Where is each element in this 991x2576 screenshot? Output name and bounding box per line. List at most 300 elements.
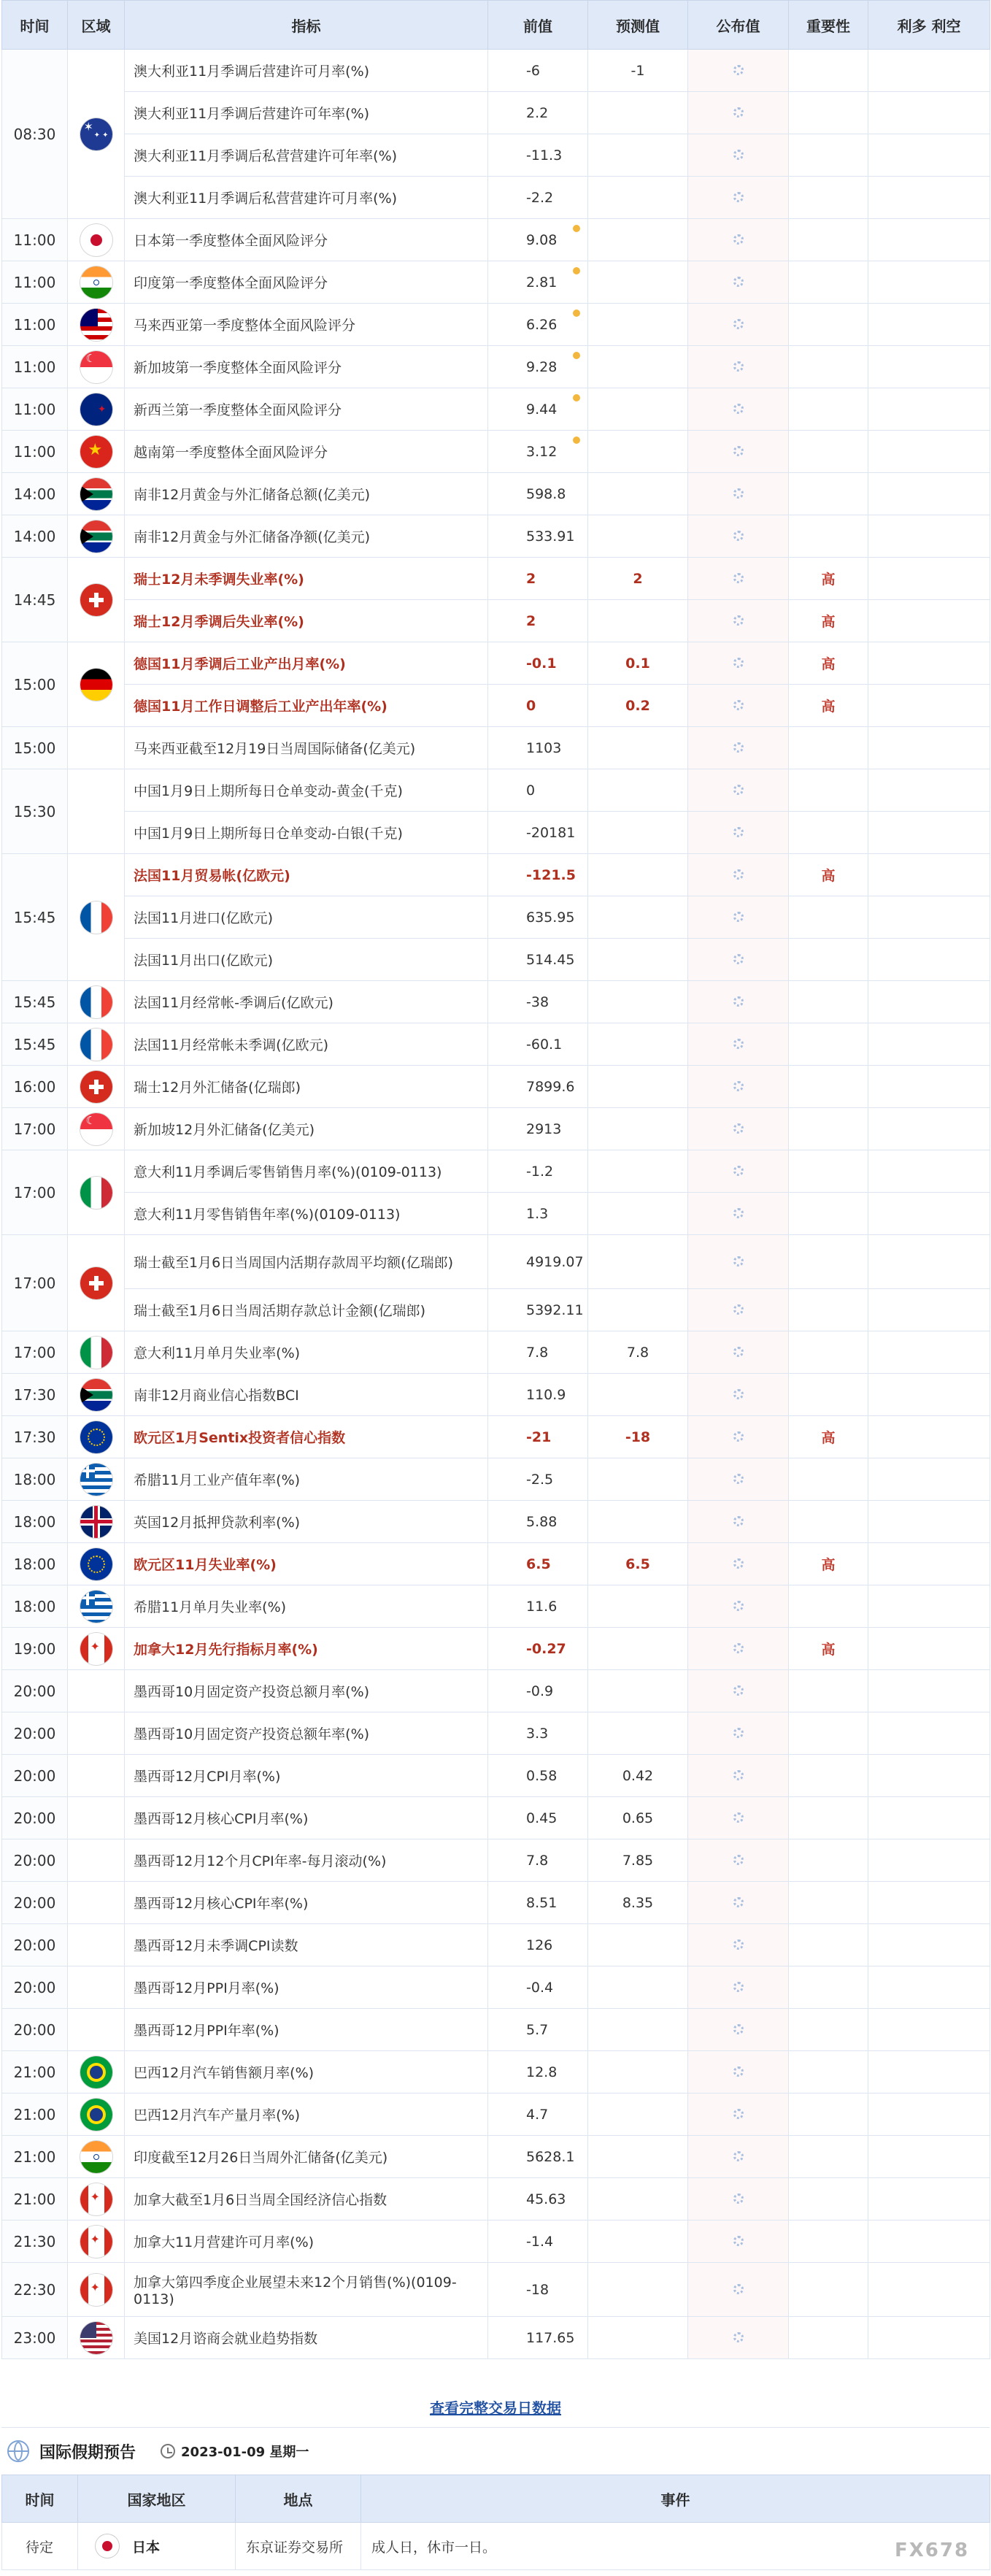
loading-spinner-icon <box>733 658 744 668</box>
impact-cell <box>868 727 990 769</box>
importance-badge <box>789 388 868 431</box>
event-time: 14:00 <box>2 515 68 558</box>
previous-value <box>488 515 588 558</box>
loading-spinner-icon <box>733 1081 744 1091</box>
loading-spinner-icon <box>733 1304 744 1315</box>
holiday-place: 东京证券交易所 <box>236 2523 361 2570</box>
event-region <box>68 2094 125 2136</box>
previous-value <box>488 1585 588 1628</box>
importance-badge <box>789 1066 868 1108</box>
importance-badge: 高 <box>789 600 868 642</box>
actual-value <box>688 134 789 177</box>
event-region <box>68 1585 125 1628</box>
event-region <box>68 642 125 727</box>
event-region <box>68 2051 125 2094</box>
event-time: 21:30 <box>2 2221 68 2263</box>
importance-badge <box>789 1585 868 1628</box>
impact-cell <box>868 1193 990 1235</box>
indicator-name: 墨西哥12月12个月CPI年率-每月滚动(%) <box>125 1839 488 1882</box>
event-row <box>2 1755 990 1797</box>
event-region <box>68 473 125 515</box>
actual-value <box>688 1712 789 1755</box>
australia-flag-icon <box>80 118 112 150</box>
impact-cell <box>868 1966 990 2009</box>
loading-spinner-icon <box>733 1982 744 1992</box>
actual-value <box>688 727 789 769</box>
previous-value <box>488 1023 588 1066</box>
impact-cell <box>868 50 990 92</box>
actual-value <box>688 769 789 812</box>
event-time: 17:00 <box>2 1235 68 1331</box>
impact-cell <box>868 1670 990 1712</box>
importance-badge <box>789 1966 868 2009</box>
col-region: 区域 <box>68 1 125 50</box>
previous-value-text: 6.26 <box>526 316 558 333</box>
forecast-value <box>588 219 688 261</box>
forecast-value <box>588 1628 688 1670</box>
importance-badge <box>789 1712 868 1755</box>
previous-value-text: 0 <box>526 782 536 799</box>
importance-badge <box>789 2136 868 2178</box>
event-region <box>68 304 125 346</box>
japan-flag-icon <box>80 224 112 256</box>
previous-value <box>488 1066 588 1108</box>
holiday-time: 待定 <box>2 2523 78 2570</box>
event-row <box>2 769 990 812</box>
impact-cell <box>868 1712 990 1755</box>
forecast-value <box>588 854 688 896</box>
previous-value <box>488 92 588 134</box>
actual-value <box>688 981 789 1023</box>
forecast-value <box>588 896 688 939</box>
event-row <box>2 1670 990 1712</box>
indicator-name: 瑞士截至1月6日当周国内活期存款周平均额(亿瑞郎) <box>125 1235 488 1289</box>
indicator-name: 法国11月经常帐-季调后(亿欧元) <box>125 981 488 1023</box>
event-time: 20:00 <box>2 2009 68 2051</box>
forecast-value <box>588 2178 688 2221</box>
actual-value <box>688 2178 789 2221</box>
holiday-header-row <box>2 2475 990 2523</box>
event-row <box>2 558 990 600</box>
calendar-header-row <box>2 1 990 50</box>
importance-badge <box>789 1924 868 1966</box>
event-row <box>2 642 990 685</box>
impact-cell <box>868 1235 990 1289</box>
indicator-name: 加拿大12月先行指标月率(%) <box>125 1628 488 1670</box>
impact-cell <box>868 1501 990 1543</box>
loading-spinner-icon <box>733 785 744 795</box>
event-time: 21:00 <box>2 2094 68 2136</box>
indicator-name: 马来西亚截至12月19日当周国际储备(亿美元) <box>125 727 488 769</box>
revised-dot-icon <box>573 225 580 232</box>
impact-cell <box>868 1882 990 1924</box>
event-time: 08:30 <box>2 50 68 219</box>
switzerland-flag-icon <box>80 1071 112 1103</box>
event-time: 15:00 <box>2 727 68 769</box>
impact-cell <box>868 1374 990 1416</box>
importance-badge <box>789 515 868 558</box>
event-row <box>2 2094 990 2136</box>
forecast-value <box>588 1585 688 1628</box>
actual-value <box>688 2317 789 2359</box>
event-region <box>68 431 125 473</box>
indicator-name: 欧元区1月Sentix投资者信心指数 <box>125 1416 488 1458</box>
previous-value <box>488 304 588 346</box>
indicator-name: 马来西亚第一季度整体全面风险评分 <box>125 304 488 346</box>
loading-spinner-icon <box>733 446 744 456</box>
actual-value <box>688 2094 789 2136</box>
importance-badge <box>789 134 868 177</box>
event-time: 15:45 <box>2 981 68 1023</box>
uk-flag-icon <box>80 1506 112 1538</box>
actual-value <box>688 1023 789 1066</box>
event-row <box>2 50 990 92</box>
importance-badge <box>789 1882 868 1924</box>
new-zealand-flag-icon <box>80 393 112 426</box>
forecast-value <box>588 1108 688 1150</box>
brazil-flag-icon <box>80 2099 112 2131</box>
actual-value <box>688 1839 789 1882</box>
forecast-value <box>588 1235 688 1289</box>
forecast-value <box>588 939 688 981</box>
event-region <box>68 2178 125 2221</box>
malaysia-flag-icon <box>80 309 112 341</box>
loading-spinner-icon <box>733 531 744 541</box>
previous-value <box>488 1628 588 1670</box>
loading-spinner-icon <box>733 2236 744 2246</box>
japan-flag-icon <box>96 2534 119 2558</box>
impact-cell <box>868 1628 990 1670</box>
previous-value-text: 9.08 <box>526 231 558 248</box>
previous-value-text: -0.9 <box>526 1683 554 1699</box>
forecast-value: 7.85 <box>588 1839 688 1882</box>
forecast-value: -18 <box>588 1416 688 1458</box>
event-row <box>2 177 990 219</box>
indicator-name: 法国11月出口(亿欧元) <box>125 939 488 981</box>
impact-cell <box>868 1108 990 1150</box>
impact-cell <box>868 854 990 896</box>
indicator-name: 南非12月商业信心指数BCI <box>125 1374 488 1416</box>
impact-cell <box>868 939 990 981</box>
forecast-value <box>588 2317 688 2359</box>
forecast-value: 0.1 <box>588 642 688 685</box>
actual-value <box>688 473 789 515</box>
forecast-value <box>588 1066 688 1108</box>
event-region <box>68 2221 125 2263</box>
previous-value-text: 2 <box>526 570 536 587</box>
actual-value <box>688 1755 789 1797</box>
col-indicator: 指标 <box>125 1 488 50</box>
india-flag-icon <box>80 266 112 299</box>
col-importance: 重要性 <box>789 1 868 50</box>
event-row <box>2 2009 990 2051</box>
previous-value-text: -38 <box>526 993 550 1010</box>
impact-cell <box>868 2094 990 2136</box>
actual-value <box>688 896 789 939</box>
importance-badge <box>789 219 868 261</box>
previous-value <box>488 2221 588 2263</box>
importance-badge <box>789 2263 868 2317</box>
event-region <box>68 1966 125 2009</box>
clock-icon <box>161 2444 175 2458</box>
previous-value <box>488 1416 588 1458</box>
event-time: 20:00 <box>2 1797 68 1839</box>
event-region <box>68 1023 125 1066</box>
impact-cell <box>868 1416 990 1458</box>
singapore-flag-icon <box>80 351 112 383</box>
greece-flag-icon <box>80 1464 112 1496</box>
importance-badge <box>789 2051 868 2094</box>
importance-badge <box>789 727 868 769</box>
previous-value <box>488 1289 588 1331</box>
event-time: 11:00 <box>2 346 68 388</box>
importance-badge <box>789 1235 868 1289</box>
loading-spinner-icon <box>733 65 744 75</box>
loading-spinner-icon <box>733 2332 744 2342</box>
previous-value-text: 533.91 <box>526 528 575 545</box>
event-region <box>68 1924 125 1966</box>
forecast-value <box>588 473 688 515</box>
previous-value-text: 3.12 <box>526 443 558 460</box>
event-region <box>68 981 125 1023</box>
event-region <box>68 1416 125 1458</box>
forecast-value <box>588 1501 688 1543</box>
brazil-flag-icon <box>80 2056 112 2088</box>
germany-flag-icon <box>80 669 112 701</box>
loading-spinner-icon <box>733 107 744 118</box>
event-row <box>2 1289 990 1331</box>
holiday-col-event: 事件 <box>361 2475 990 2523</box>
actual-value <box>688 642 789 685</box>
impact-cell <box>868 1924 990 1966</box>
loading-spinner-icon <box>733 2024 744 2034</box>
event-row <box>2 473 990 515</box>
importance-badge <box>789 2317 868 2359</box>
loading-spinner-icon <box>733 319 744 329</box>
previous-value-text: 7.8 <box>526 1344 549 1361</box>
india-flag-icon <box>80 2141 112 2173</box>
indicator-name: 法国11月进口(亿欧元) <box>125 896 488 939</box>
impact-cell <box>868 388 990 431</box>
south-africa-flag-icon <box>80 520 112 553</box>
actual-value <box>688 346 789 388</box>
importance-badge <box>789 473 868 515</box>
event-time: 15:30 <box>2 769 68 854</box>
importance-badge: 高 <box>789 1416 868 1458</box>
actual-value <box>688 1501 789 1543</box>
event-row <box>2 600 990 642</box>
impact-cell <box>868 431 990 473</box>
importance-badge: 高 <box>789 1628 868 1670</box>
importance-badge <box>789 981 868 1023</box>
event-row <box>2 1797 990 1839</box>
importance-badge <box>789 812 868 854</box>
actual-value <box>688 812 789 854</box>
actual-value <box>688 2263 789 2317</box>
previous-value <box>488 685 588 727</box>
impact-cell <box>868 177 990 219</box>
importance-badge <box>789 1150 868 1193</box>
previous-value-text: -2.5 <box>526 1471 554 1488</box>
actual-value <box>688 558 789 600</box>
impact-cell <box>868 1066 990 1108</box>
event-row <box>2 1543 990 1585</box>
event-region <box>68 1235 125 1331</box>
actual-value <box>688 219 789 261</box>
indicator-name: 墨西哥10月固定资产投资总额年率(%) <box>125 1712 488 1755</box>
event-row <box>2 1585 990 1628</box>
forecast-value <box>588 1966 688 2009</box>
previous-value-text: 2.81 <box>526 274 558 291</box>
previous-value-text: 7899.6 <box>526 1078 575 1095</box>
actual-value <box>688 1193 789 1235</box>
previous-value-text: 0 <box>526 697 536 714</box>
forecast-value <box>588 134 688 177</box>
actual-value <box>688 1066 789 1108</box>
holiday-section <box>1 2427 990 2570</box>
actual-value <box>688 261 789 304</box>
previous-value-text: 110.9 <box>526 1386 566 1403</box>
watermark: FX678 <box>895 2540 970 2561</box>
impact-cell <box>868 1458 990 1501</box>
forecast-value: 6.5 <box>588 1543 688 1585</box>
previous-value-text: 5.7 <box>526 2021 549 2038</box>
loading-spinner-icon <box>733 488 744 499</box>
event-row <box>2 134 990 177</box>
event-row <box>2 2136 990 2178</box>
forecast-value <box>588 812 688 854</box>
actual-value <box>688 2009 789 2051</box>
forecast-value: 7.8 <box>588 1331 688 1374</box>
forecast-value <box>588 177 688 219</box>
previous-value <box>488 1501 588 1543</box>
indicator-name: 加拿大截至1月6日当周全国经济信心指数 <box>125 2178 488 2221</box>
importance-badge <box>789 896 868 939</box>
previous-value <box>488 2136 588 2178</box>
impact-cell <box>868 2317 990 2359</box>
event-region <box>68 1374 125 1416</box>
forecast-value <box>588 2051 688 2094</box>
forecast-value <box>588 388 688 431</box>
previous-value-text: -121.5 <box>526 866 576 883</box>
previous-value <box>488 812 588 854</box>
globe-icon <box>7 2440 29 2462</box>
previous-value <box>488 2317 588 2359</box>
revised-dot-icon <box>573 437 580 444</box>
event-row <box>2 1193 990 1235</box>
event-row <box>2 219 990 261</box>
event-time: 18:00 <box>2 1501 68 1543</box>
previous-value-text: -0.4 <box>526 1979 554 1996</box>
forecast-value: -1 <box>588 50 688 92</box>
indicator-name: 希腊11月工业产值年率(%) <box>125 1458 488 1501</box>
previous-value <box>488 431 588 473</box>
previous-value <box>488 177 588 219</box>
previous-value <box>488 1924 588 1966</box>
impact-cell <box>868 1289 990 1331</box>
indicator-name: 澳大利亚11月季调后私营营建许可月率(%) <box>125 177 488 219</box>
italy-flag-icon <box>80 1337 112 1369</box>
calendar-body <box>2 50 990 2359</box>
previous-value-text: 4919.07 <box>526 1253 584 1270</box>
event-region <box>68 1755 125 1797</box>
event-row <box>2 431 990 473</box>
holiday-header <box>1 2427 990 2475</box>
previous-value <box>488 388 588 431</box>
event-region <box>68 2009 125 2051</box>
importance-badge: 高 <box>789 642 868 685</box>
impact-cell <box>868 473 990 515</box>
impact-cell <box>868 1023 990 1066</box>
south-africa-flag-icon <box>80 1379 112 1411</box>
holiday-country: 日本 <box>132 2539 161 2556</box>
event-time: 20:00 <box>2 1839 68 1882</box>
col-time: 时间 <box>2 1 68 50</box>
indicator-name: 德国11月季调后工业产出月率(%) <box>125 642 488 685</box>
indicator-name: 瑞士12月外汇储备(亿瑞郎) <box>125 1066 488 1108</box>
previous-value <box>488 1150 588 1193</box>
event-row <box>2 1924 990 1966</box>
impact-cell <box>868 2178 990 2221</box>
holiday-title: 国际假期预告 <box>39 2443 136 2462</box>
previous-value <box>488 1235 588 1289</box>
previous-value <box>488 1458 588 1501</box>
loading-spinner-icon <box>733 1770 744 1780</box>
previous-value <box>488 2178 588 2221</box>
event-time: 17:00 <box>2 1331 68 1374</box>
previous-value <box>488 219 588 261</box>
importance-badge <box>789 261 868 304</box>
loading-spinner-icon <box>733 1474 744 1484</box>
previous-value <box>488 2051 588 2094</box>
canada-flag-icon <box>80 2274 112 2306</box>
more-data-link[interactable]: 查看完整交易日数据 <box>430 2399 561 2417</box>
impact-cell <box>868 769 990 812</box>
previous-value-text: -6 <box>526 62 540 79</box>
impact-cell <box>868 981 990 1023</box>
importance-badge: 高 <box>789 1543 868 1585</box>
holiday-table <box>1 2475 990 2570</box>
forecast-value <box>588 1023 688 1066</box>
event-region <box>68 1670 125 1712</box>
indicator-name: 南非12月黄金与外汇储备总额(亿美元) <box>125 473 488 515</box>
loading-spinner-icon <box>733 1939 744 1950</box>
loading-spinner-icon <box>733 1897 744 1907</box>
loading-spinner-icon <box>733 1516 744 1526</box>
loading-spinner-icon <box>733 1855 744 1865</box>
holiday-col-country: 国家地区 <box>78 2475 236 2523</box>
previous-value-text: 0.58 <box>526 1767 558 1784</box>
impact-cell <box>868 2009 990 2051</box>
event-region <box>68 727 125 769</box>
previous-value-text: 12.8 <box>526 2064 558 2080</box>
event-region <box>68 261 125 304</box>
event-time: 11:00 <box>2 261 68 304</box>
actual-value <box>688 388 789 431</box>
event-time: 21:00 <box>2 2136 68 2178</box>
previous-value <box>488 1670 588 1712</box>
previous-value <box>488 1193 588 1235</box>
impact-cell <box>868 1755 990 1797</box>
event-row <box>2 812 990 854</box>
forecast-value: 0.42 <box>588 1755 688 1797</box>
event-row <box>2 1458 990 1501</box>
previous-value <box>488 2009 588 2051</box>
importance-badge <box>789 2094 868 2136</box>
actual-value <box>688 1585 789 1628</box>
previous-value <box>488 1374 588 1416</box>
importance-badge <box>789 1797 868 1839</box>
